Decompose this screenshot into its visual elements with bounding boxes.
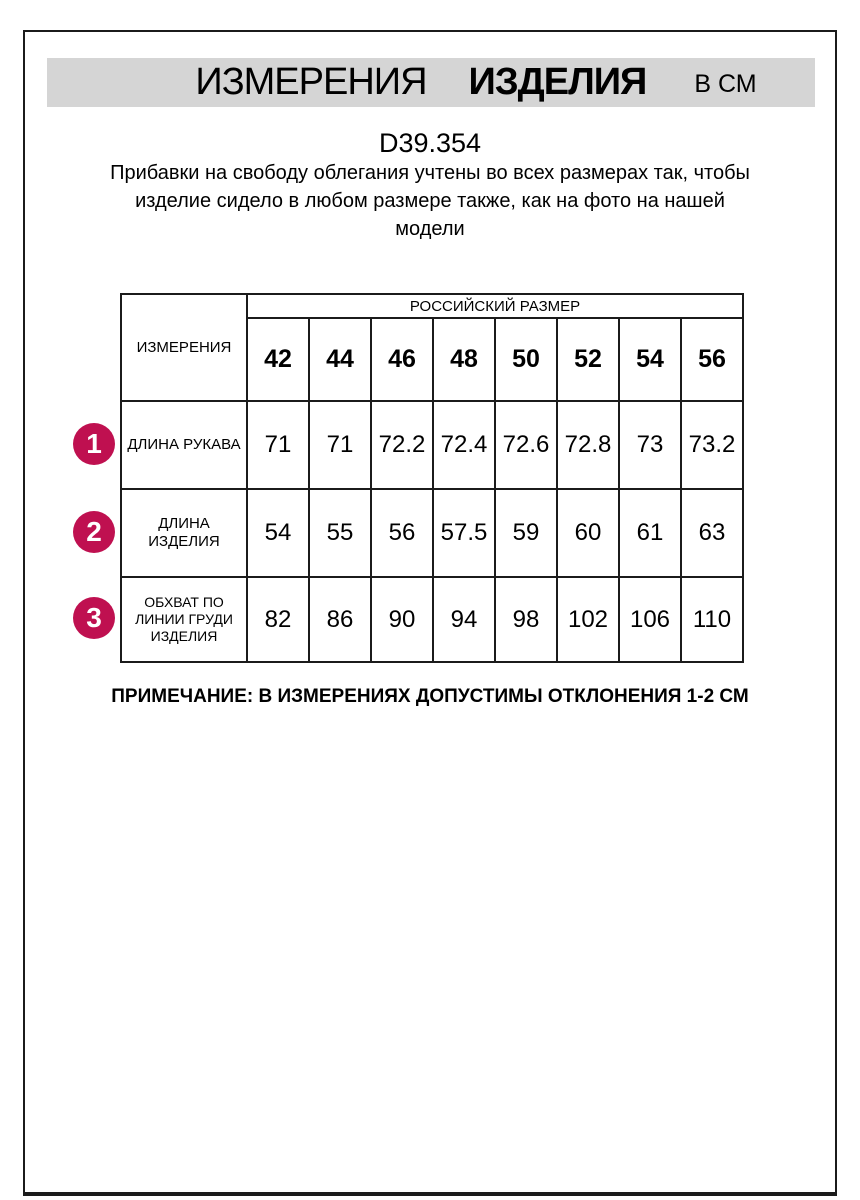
fit-description (25, 159, 835, 243)
value-cell: 86 (309, 577, 371, 662)
row-label-line: ИЗДЕЛИЯ (148, 533, 220, 550)
size-header-cell: 50 (495, 318, 557, 401)
row-label-cell (121, 489, 247, 577)
value-cell: 63 (681, 489, 743, 577)
value-cell: 73.2 (681, 401, 743, 489)
value-cell: 59 (495, 489, 557, 577)
table-row (121, 577, 743, 662)
fit-description-line: Прибавки на свободу облегания учтены во всех размерах так, чтобы (110, 162, 750, 184)
value-cell: 72.6 (495, 401, 557, 489)
row-label-line: ДЛИНА РУКАВА (127, 436, 241, 453)
row-label-cell (121, 401, 247, 489)
row-label-line: ДЛИНА (158, 515, 210, 532)
value-cell: 72.2 (371, 401, 433, 489)
page-frame (23, 30, 837, 1196)
title-product-word: ИЗДЕЛИЯ (468, 61, 647, 103)
size-header-cell: 56 (681, 318, 743, 401)
value-cell: 73 (619, 401, 681, 489)
value-cell: 72.8 (557, 401, 619, 489)
title-unit-label: В СМ (694, 70, 757, 98)
size-header-cell: 46 (371, 318, 433, 401)
size-header-cell: 54 (619, 318, 681, 401)
size-group-header-cell: РОССИЙСКИЙ РАЗМЕР (247, 294, 743, 318)
table-row (121, 401, 743, 489)
size-header-cell: 52 (557, 318, 619, 401)
value-cell: 90 (371, 577, 433, 662)
row-label-line: ОБХВАТ ПО (144, 594, 224, 610)
size-header-cell: 48 (433, 318, 495, 401)
value-cell: 71 (309, 401, 371, 489)
title-bar (47, 58, 815, 107)
value-cell: 98 (495, 577, 557, 662)
value-cell: 110 (681, 577, 743, 662)
value-cell: 57.5 (433, 489, 495, 577)
size-header-cell: 42 (247, 318, 309, 401)
value-cell: 55 (309, 489, 371, 577)
row-number-badge: 2 (73, 511, 115, 553)
size-header-cell: 44 (309, 318, 371, 401)
value-cell: 54 (247, 489, 309, 577)
value-cell: 72.4 (433, 401, 495, 489)
row-label-line: ЛИНИИ ГРУДИ (135, 611, 233, 627)
value-cell: 56 (371, 489, 433, 577)
size-table (120, 293, 744, 663)
value-cell: 106 (619, 577, 681, 662)
value-cell: 94 (433, 577, 495, 662)
table-row (121, 294, 743, 318)
title-measurements-word: ИЗМЕРЕНИЯ (195, 61, 427, 103)
product-code: D39.354 (378, 128, 482, 158)
row-label-cell (121, 577, 247, 662)
row-label-line: ИЗДЕЛИЯ (150, 628, 218, 644)
table-row (121, 489, 743, 577)
tolerance-note: ПРИМЕЧАНИЕ: В ИЗМЕРЕНИЯХ ДОПУСТИМЫ ОТКЛОНЕНИЯ 1-2 СМ (111, 686, 749, 707)
fit-description-line: изделие сидело в любом размере также, как на фото на нашей (135, 190, 725, 212)
value-cell: 60 (557, 489, 619, 577)
value-cell: 102 (557, 577, 619, 662)
value-cell: 71 (247, 401, 309, 489)
measurements-header-cell: ИЗМЕРЕНИЯ (121, 294, 247, 401)
row-number-badge: 3 (73, 597, 115, 639)
fit-description-line: модели (395, 218, 465, 240)
value-cell: 82 (247, 577, 309, 662)
row-number-badge: 1 (73, 423, 115, 465)
value-cell: 61 (619, 489, 681, 577)
